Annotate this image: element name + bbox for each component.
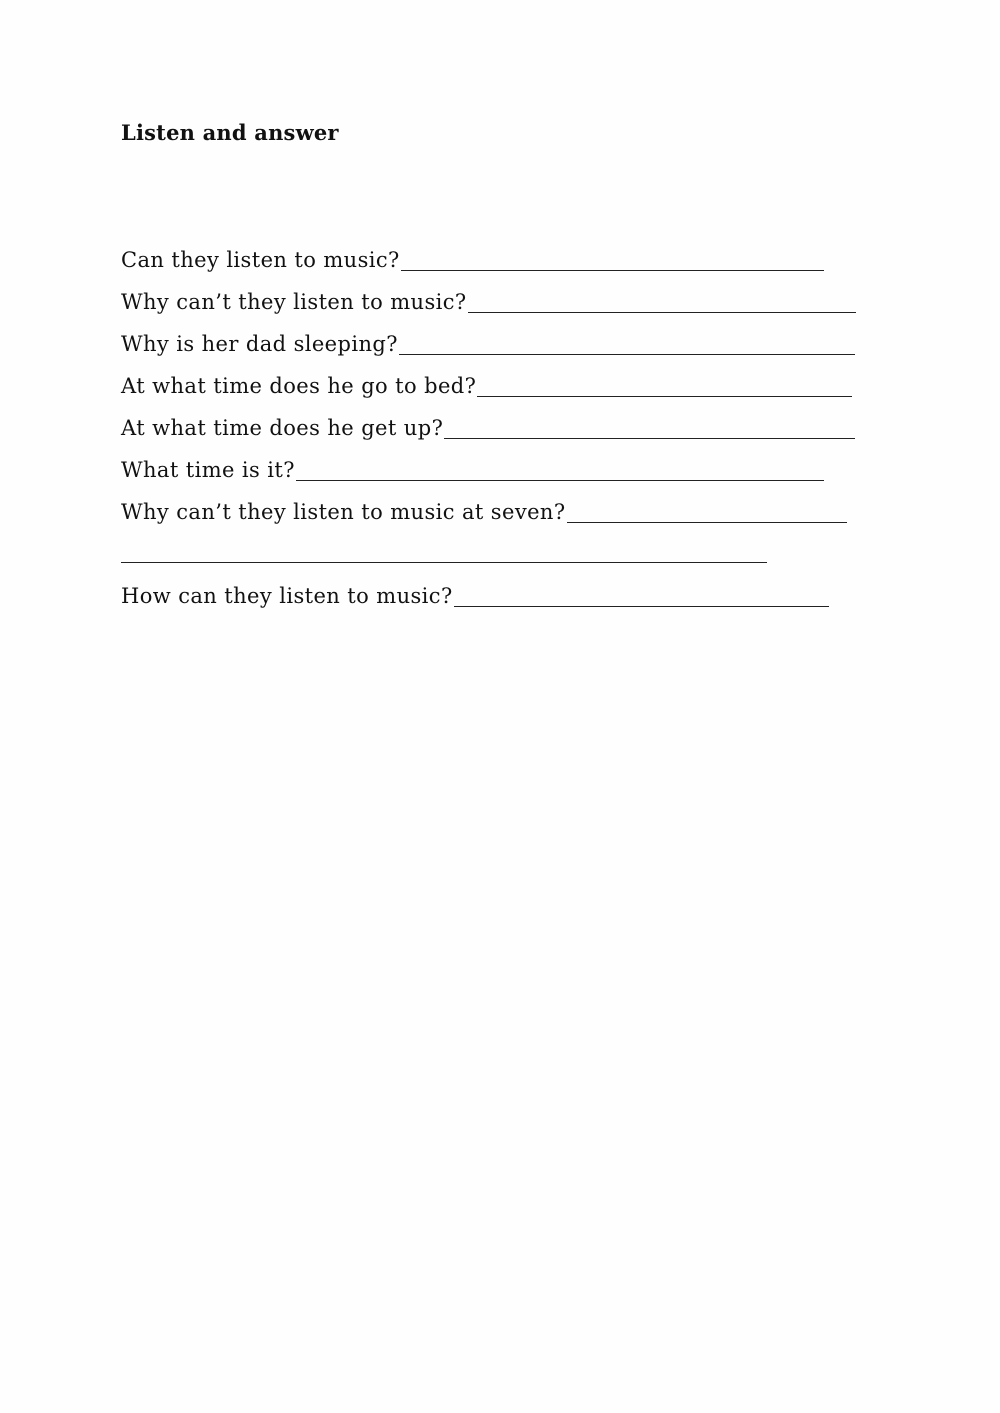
worksheet-title: Listen and answer: [121, 120, 339, 145]
question-text: How can they listen to music?: [121, 584, 453, 608]
question-row: [121, 414, 856, 456]
question-row: [121, 330, 856, 372]
answer-line[interactable]: [567, 522, 847, 523]
question-text: Why can’t they listen to music at seven?: [121, 500, 566, 524]
question-row: [121, 498, 856, 540]
answer-line[interactable]: [399, 354, 855, 355]
question-text: At what time does he get up?: [121, 416, 444, 440]
question-row: [121, 456, 856, 498]
answer-line[interactable]: [477, 396, 852, 397]
answer-line[interactable]: [454, 606, 829, 607]
question-text: Why can’t they listen to music?: [121, 290, 467, 314]
answer-line[interactable]: [468, 312, 856, 313]
question-row: [121, 372, 856, 414]
answer-line[interactable]: [296, 480, 824, 481]
question-text: What time is it?: [121, 458, 295, 482]
question-text: At what time does he go to bed?: [121, 374, 477, 398]
answer-line[interactable]: [444, 438, 855, 439]
answer-continuation-row: [121, 540, 856, 582]
question-text: Can they listen to music?: [121, 248, 400, 272]
question-text: Why is her dad sleeping?: [121, 332, 398, 356]
question-row: [121, 246, 856, 288]
question-row: [121, 288, 856, 330]
answer-line[interactable]: [401, 270, 824, 271]
question-list: [121, 246, 856, 624]
answer-line[interactable]: [121, 562, 767, 563]
question-row: [121, 582, 856, 624]
